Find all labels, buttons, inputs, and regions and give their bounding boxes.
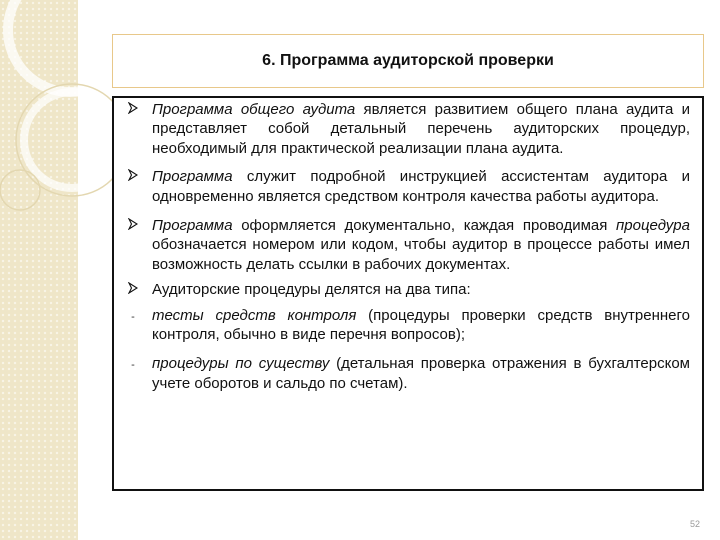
dash-marker: -	[131, 310, 135, 323]
bullet-item-4	[114, 280, 690, 299]
arrow-bullet-icon	[114, 100, 152, 114]
content-box	[112, 96, 704, 491]
dash-marker: -	[131, 359, 135, 372]
bullet-text-3: Программа оформляется документально, каждая проводимая процедура обозначается номером или кодом, чтобы аудитор в процессе работы имел возможность делать ссылки в рабочих документах.	[152, 217, 690, 273]
dash-text-1: тесты средств контроля (процедуры проверки средств внутреннего контроля, обычно в виде перечня вопросов);	[152, 306, 690, 344]
arrow-bullet-icon	[114, 280, 152, 294]
bullet-item-2	[114, 167, 690, 206]
bullet-text-4: Аудиторские процедуры делятся на два типа:	[152, 281, 471, 299]
bullet-text-2: Программа служит подробной инструкцией ассистентам аудитора и одновременно является средством контроля качества работы аудитора.	[152, 168, 690, 205]
bullet-item-3	[114, 216, 690, 274]
page-number: 52	[690, 519, 701, 529]
slide-title: 6. Программа аудиторской проверки	[262, 52, 554, 69]
arrow-bullet-icon	[114, 167, 152, 181]
bullet-item-1	[114, 100, 690, 158]
dash-item-2	[114, 354, 690, 393]
dash-item-1	[114, 306, 690, 345]
title-box	[112, 34, 704, 88]
dash-text-2: процедуры по существу (детальная проверка отражения в бухгалтерском учете оборотов и сальдо по счетам).	[152, 355, 690, 392]
bullet-text-1: Программа общего аудита является развитием общего плана аудита и представляет собой детальный перечень аудиторских процедур, необходимый для практической реализации плана аудита.	[152, 101, 690, 157]
decorative-circles	[0, 0, 130, 300]
arrow-bullet-icon	[114, 216, 152, 230]
